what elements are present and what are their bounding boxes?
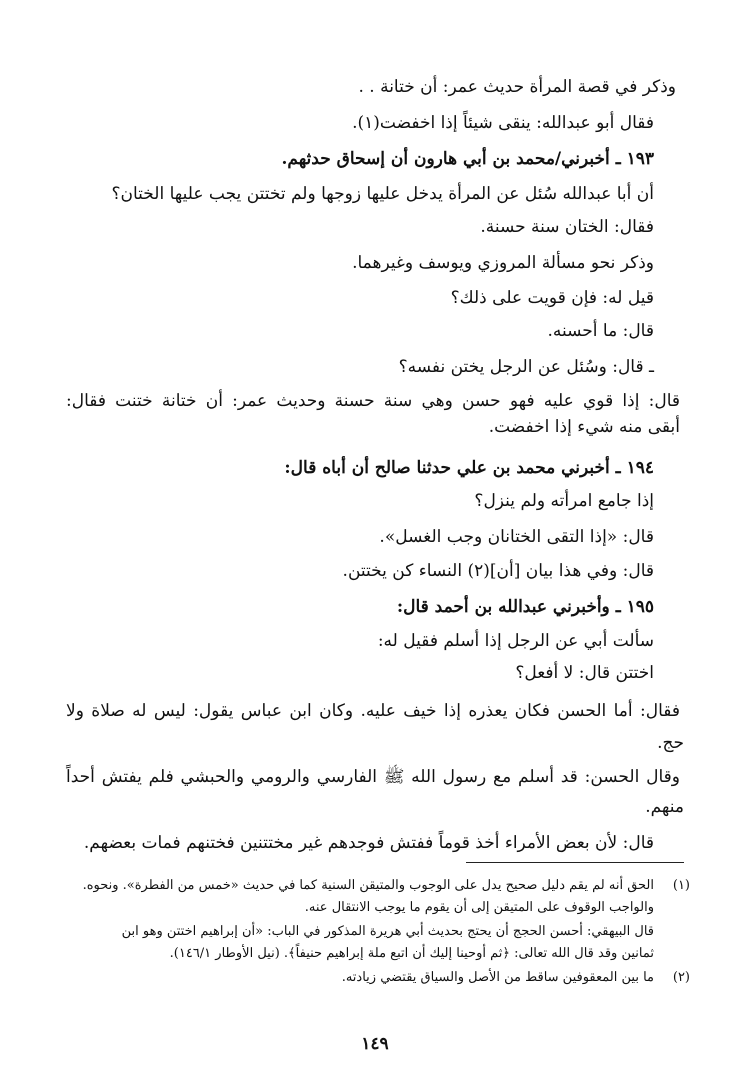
footnote-number: (١) — [672, 878, 690, 893]
text-line: منهم. — [645, 797, 684, 817]
text-line: اختتن قال: لا أفعل؟ — [515, 663, 654, 683]
text-line: حج. — [657, 733, 684, 753]
text-line: وقال الحسن: قد أسلم مع رسول الله ﷺ الفارسي والرومي والحبشي فلم يفتش أحداً — [66, 767, 680, 787]
text-line: قال: لأن بعض الأمراء أخذ قوماً ففتش فوجدهم غير مختتنين فختنهم فمات بعضهم. — [83, 833, 654, 853]
text-line: وذكر نحو مسألة المروزي ويوسف وغيرهما. — [352, 253, 654, 273]
text-line: أبقى منه شيء إذا اخفضت. — [488, 417, 680, 437]
numbered-narration: ١٩٥ ـ وأخبرني عبدالله بن أحمد قال: — [396, 597, 654, 617]
text-line: سألت أبي عن الرجل إذا أسلم فقيل له: — [377, 631, 654, 651]
text-line: قال: ما أحسنه. — [547, 321, 654, 341]
text-line: إذا جامع امرأته ولم ينزل؟ — [474, 491, 654, 511]
page-number: ١٤٩ — [361, 1034, 389, 1054]
text-line: قال: وفي هذا بيان [أن](٢) النساء كن يختتن. — [342, 561, 654, 581]
text-line: قيل له: فإن قويت على ذلك؟ — [450, 288, 654, 308]
footnote-line: ثمانين وقد قال الله تعالى: ﴿ثم أوحينا إليك أن اتبع ملة إبراهيم حنيفاً﴾. (نيل الأوطار ١٤٦/١). — [169, 946, 654, 961]
numbered-narration: ١٩٤ ـ أخبرني محمد بن علي حدثنا صالح أن أباه قال: — [284, 458, 654, 478]
numbered-narration: ١٩٣ ـ أخبرني/محمد بن أبي هارون أن إسحاق حدثهم. — [281, 149, 654, 169]
text-line: فقال أبو عبدالله: ينقى شيئاً إذا اخفضت(١). — [352, 113, 654, 133]
text-line: أن أبا عبدالله سُئل عن المرأة يدخل عليها زوجها ولم تختتن يجب عليها الختان؟ — [111, 184, 654, 204]
footnote-line: والواجب الوقوف على المتيقن إلى أن يقوم ما يوجب الانتقال عنه. — [304, 900, 654, 915]
footnote-number: (٢) — [672, 970, 690, 985]
text-line: ـ قال: وسُئل عن الرجل يختن نفسه؟ — [398, 357, 654, 377]
footnote-divider — [466, 862, 684, 863]
text-line: قال: «إذا التقى الختانان وجب الغسل». — [379, 527, 654, 547]
footnote-line: قال البيهقي: أحسن الحجج أن يحتج بحديث أبي هريرة المذكور في الباب: «أن إبراهيم اختتن وهو ابن — [121, 924, 654, 939]
text-line: وذكر في قصة المرأة حديث عمر: أن ختانة . . — [358, 77, 676, 97]
footnote-line: ما بين المعقوفين ساقط من الأصل والسياق يقتضي زيادته. — [341, 970, 654, 985]
text-line: فقال: الختان سنة حسنة. — [480, 217, 654, 237]
footnote-line: الحق أنه لم يقم دليل صحيح يدل على الوجوب والمتيقن السنية كما في حديث «خمس من الفطرة». ونحوه. — [82, 878, 654, 893]
text-line: قال: إذا قوي عليه فهو حسن وهي سنة حسنة وحديث عمر: أن ختانة ختنت فقال: — [66, 391, 680, 411]
text-line: فقال: أما الحسن فكان يعذره إذا خيف عليه. وكان ابن عباس يقول: ليس له صلاة ولا — [66, 701, 680, 721]
